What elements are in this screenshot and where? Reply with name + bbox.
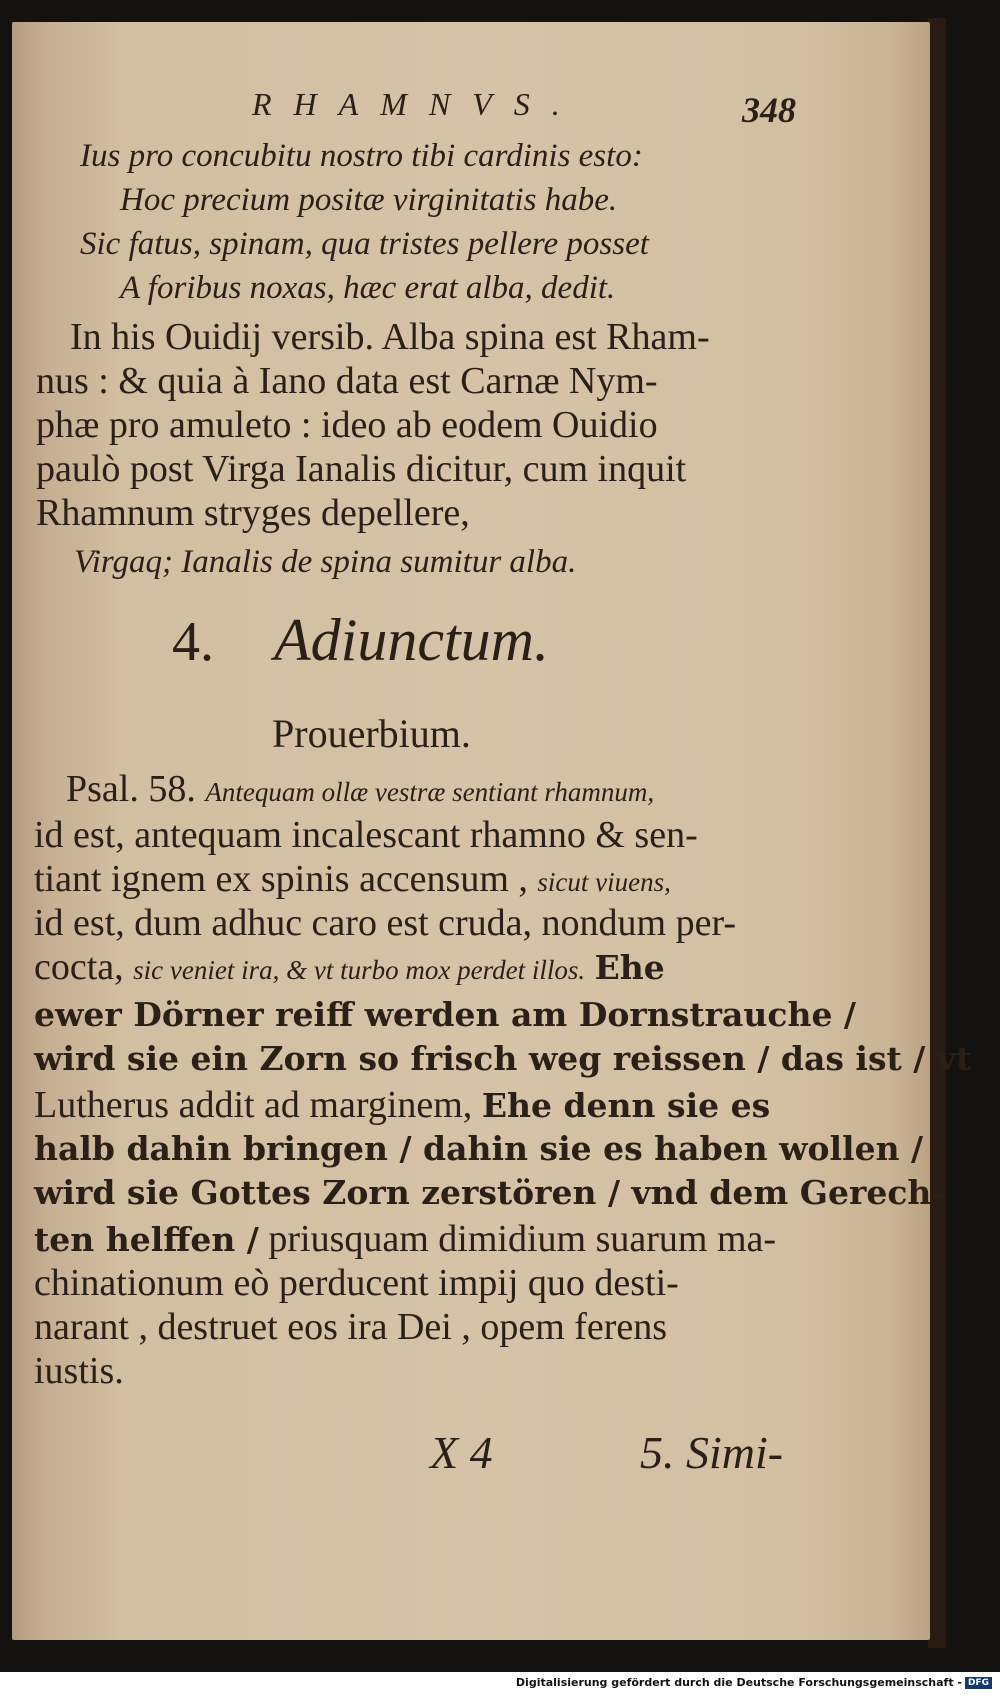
body-line bbox=[34, 1220, 776, 1258]
body-line bbox=[34, 860, 671, 898]
body-line: narant , destruet eos ira Dei , opem ferens bbox=[34, 1306, 668, 1348]
running-head: RHAMNVS. bbox=[252, 86, 582, 122]
book-page bbox=[12, 22, 972, 1640]
verse-line: A foribus noxas, hæc erat alba, dedit. bbox=[120, 270, 616, 306]
body-line: phæ pro amuleto : ideo ab eodem Ouidio bbox=[36, 404, 658, 446]
latin-text: Lutherus addit ad marginem, bbox=[34, 1084, 482, 1126]
german-line: halb dahin bringen / dahin sie es haben wollen / bbox=[34, 1129, 924, 1168]
german-line: wird sie ein Zorn so frisch weg reissen / das ist / vt bbox=[34, 1039, 972, 1078]
page-text bbox=[12, 22, 972, 1640]
body-line: nus : & quia à Iano data est Carnæ Nym- bbox=[36, 360, 658, 402]
verse-line: Sic fatus, spinam, qua tristes pellere posset bbox=[80, 226, 649, 262]
quote-line: Virgaq; Ianalis de spina sumitur alba. bbox=[74, 544, 577, 580]
body-line: chinationum eò perducent impij quo desti- bbox=[34, 1262, 679, 1304]
body-line: Rhamnum stryges depellere, bbox=[36, 492, 470, 534]
german-line: ewer Dörner reiff werden am Dornstrauche / bbox=[34, 995, 856, 1034]
credit-text: Digitalisierung gefördert durch die Deutsche Forschungsgemeinschaft - bbox=[515, 1676, 962, 1689]
body-line bbox=[34, 1086, 770, 1124]
body-line: id est, dum adhuc caro est cruda, nondum per- bbox=[34, 902, 737, 944]
german-line: wird sie Gottes Zorn zerstören / vnd dem Gerech- bbox=[34, 1173, 946, 1212]
body-line: paulò post Virga Ianalis dicitur, cum inquit bbox=[36, 448, 687, 490]
signature-mark: X 4 bbox=[430, 1427, 493, 1478]
dfg-logo: DFG bbox=[965, 1677, 992, 1689]
subsection-title: Prouerbium. bbox=[272, 711, 471, 756]
body-line: id est, antequam incalescant rhamno & sen- bbox=[34, 814, 698, 856]
german-text: ten helffen / bbox=[34, 1220, 259, 1259]
german-text: Ehe denn sie es bbox=[481, 1086, 771, 1125]
citation: Psal. 58. bbox=[66, 768, 196, 810]
german-text: Ehe bbox=[594, 948, 665, 987]
verse-line: Ius pro concubitu nostro tibi cardinis esto: bbox=[80, 138, 643, 174]
section-title: Adiunctum. bbox=[274, 607, 549, 673]
body-line bbox=[66, 770, 654, 808]
scripture-quote: Antequam ollæ vestræ sentiant rhamnum, bbox=[205, 777, 655, 807]
scripture-quote: sic veniet ira, & vt turbo mox perdet illos. bbox=[133, 955, 586, 985]
verse-line: Hoc precium positæ virginitatis habe. bbox=[120, 182, 618, 218]
body-line: In his Ouidij versib. Alba spina est Rham- bbox=[70, 316, 710, 358]
page-number: 348 bbox=[742, 90, 796, 130]
section-number: 4. bbox=[172, 611, 214, 673]
body-line bbox=[34, 948, 665, 986]
body-line: iustis. bbox=[34, 1350, 124, 1392]
latin-text: cocta, bbox=[34, 946, 124, 988]
digitization-credit bbox=[516, 1676, 992, 1689]
book-edge bbox=[928, 18, 946, 1648]
catchword: 5. Simi- bbox=[640, 1427, 784, 1478]
scripture-quote: sicut viuens, bbox=[537, 867, 671, 897]
latin-text: priusquam dimidium suarum ma- bbox=[268, 1218, 777, 1260]
latin-text: tiant ignem ex spinis accensum , bbox=[34, 858, 528, 900]
